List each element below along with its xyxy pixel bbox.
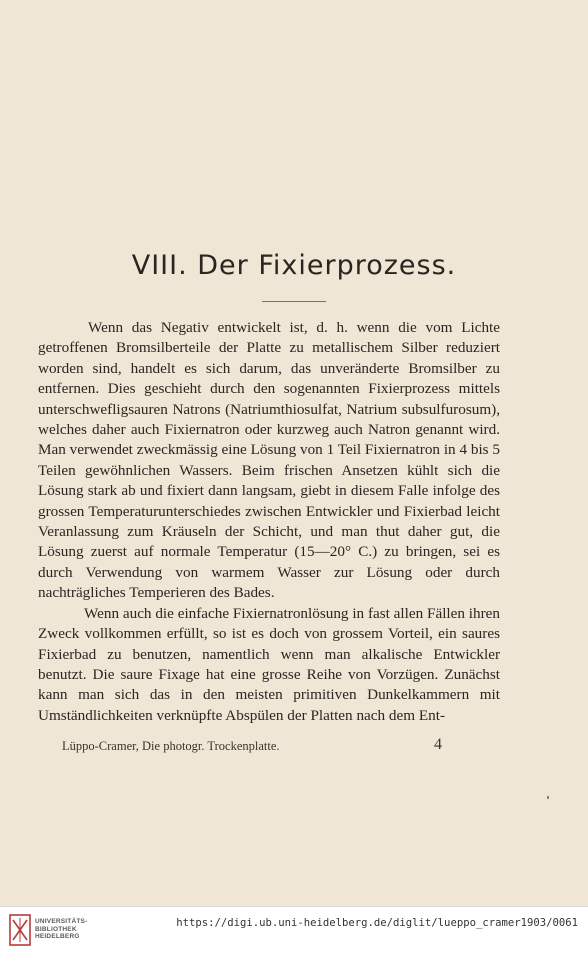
chapter-title: VIII. Der Fixierprozess.: [131, 250, 457, 281]
paragraph-2: Wenn auch die einfache Fixiernatronlösung in fast allen Fällen ihren Zweck vollkommen erfüllt, so ist es doch von grossem Vorteil, ein saures Fixierbad zu benutzen, namentlich wenn man alkalische Entwickler benutzt. Die saure Fixage hat eine grosse Reihe von Vorzügen. Zunächst kann man sich das in den meisten primitiven Dunkelkammern mit Umständlichkeiten verknüpfte Abspülen der Platten nach dem Ent-: [38, 604, 500, 724]
library-name[interactable]: UNIVERSITÄTS- BIBLIOTHEK HEIDELBERG: [35, 918, 88, 940]
university-library-logo-icon[interactable]: [8, 913, 32, 947]
paper-speck: [547, 796, 549, 799]
viewer-footer-bar: [0, 906, 588, 955]
title-divider: [262, 301, 326, 302]
sheet-number: 4: [434, 736, 442, 753]
paragraph-1: Wenn das Negativ entwickelt ist, d. h. wenn die vom Lichte getroffenen Bromsilberteile der Platte zu metallischem Silber reduziert worden sind, handelt es sich darum, das unveränderte Bromsilber zu entfernen. Dies geschieht durch den sogenannten Fixierprozess mittels unterschwefligsauren Natrons (Natriumthiosulfat, Natrium subsulfurosum), welches daher auch Fixiernatron oder kurzweg auch Natron genannt wird. Man verwendet zweckmässig eine Lösung von 1 Teil Fixiernatron in 4 bis 5 Teilen gewöhnlichen Wassers. Beim frischen Ansetzen kühlt sich die Lösung stark ab und fixiert dann langsam, giebt in diesem Falle infolge des grossen Temperaturunterschiedes zwischen Entwickler und Fixierbad leicht Veranlassung zum Kräuseln der Schicht, und man thut daher gut, die Lösung zuerst auf normale Temperatur (15—20° C.) zu bringen, sei es durch Verwendung von warmem Wasser zur Lösung oder durch nachträgliches Temperieren des Bades.: [38, 319, 500, 602]
page-footer: [62, 736, 442, 754]
footer-signature: Lüppo-Cramer, Die photogr. Trockenplatte.: [62, 739, 280, 753]
body-text: [38, 318, 500, 726]
permalink-url[interactable]: https://digi.ub.uni-heidelberg.de/diglit/lueppo_cramer1903/0061: [176, 917, 578, 929]
